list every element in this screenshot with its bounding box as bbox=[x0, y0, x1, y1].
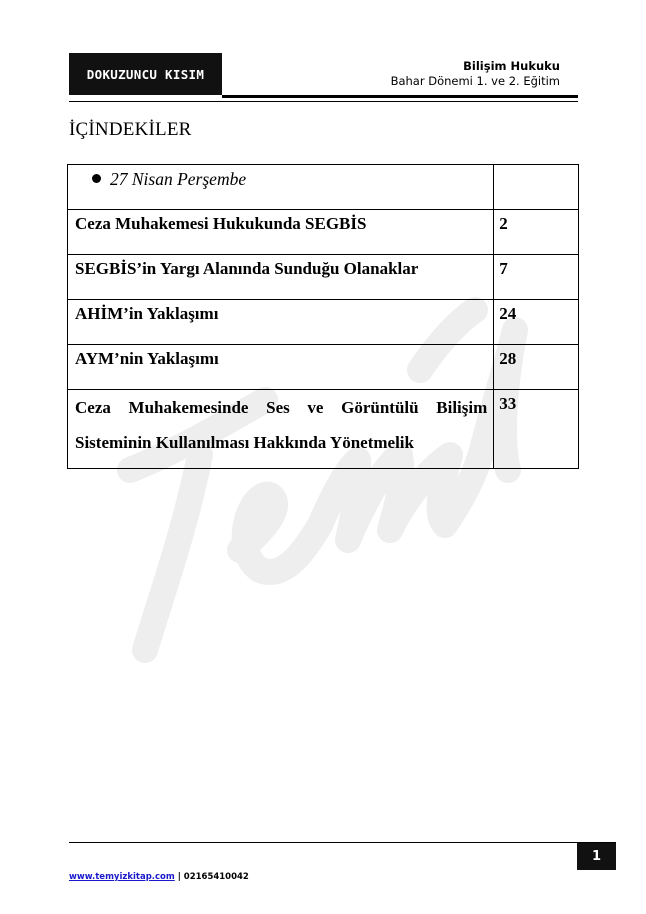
page-number: 1 bbox=[577, 843, 616, 870]
bullet-icon bbox=[92, 174, 101, 183]
course-title: Bilişim Hukuku bbox=[463, 59, 560, 73]
footer-contact bbox=[69, 872, 249, 882]
toc-entry-page: 24 bbox=[494, 300, 579, 345]
toc-entry-title: Ceza Muhakemesinde Ses ve Görüntülü Bilişim Sisteminin Kullanılması Hakkında Yönetmelik bbox=[68, 390, 494, 469]
toc-entry-page: 7 bbox=[494, 255, 579, 300]
toc-row bbox=[68, 300, 579, 345]
toc-row bbox=[68, 165, 579, 210]
toc-entry-title: 27 Nisan Perşembe bbox=[68, 165, 494, 210]
toc-row bbox=[68, 210, 579, 255]
toc-entry-page: 28 bbox=[494, 345, 579, 390]
toc-row bbox=[68, 345, 579, 390]
footer-separator: | bbox=[174, 872, 184, 882]
toc-row bbox=[68, 390, 579, 469]
header-rule-thin bbox=[69, 101, 578, 102]
toc-row bbox=[68, 255, 579, 300]
header-rule-thick bbox=[222, 95, 578, 98]
phone-number: 02165410042 bbox=[183, 872, 249, 882]
course-subtitle: Bahar Dönemi 1. ve 2. Eğitim bbox=[390, 74, 560, 88]
footer-rule bbox=[69, 842, 616, 843]
toc-table bbox=[67, 164, 579, 469]
toc-entry-page bbox=[494, 165, 579, 210]
toc-entry-title: SEGBİS’in Yargı Alanında Sunduğu Olanaklar bbox=[68, 255, 494, 300]
toc-heading: İÇİNDEKİLER bbox=[69, 119, 192, 140]
toc-entry-page: 2 bbox=[494, 210, 579, 255]
website-link[interactable]: www.temyizkitap.com bbox=[69, 872, 175, 882]
toc-entry-title: Ceza Muhakemesi Hukukunda SEGBİS bbox=[68, 210, 494, 255]
part-badge: DOKUZUNCU KISIM bbox=[69, 53, 222, 95]
document-header bbox=[391, 59, 560, 89]
toc-entry-page: 33 bbox=[494, 390, 579, 469]
toc-entry-title: AHİM’in Yaklaşımı bbox=[68, 300, 494, 345]
toc-entry-title: AYM’nin Yaklaşımı bbox=[68, 345, 494, 390]
